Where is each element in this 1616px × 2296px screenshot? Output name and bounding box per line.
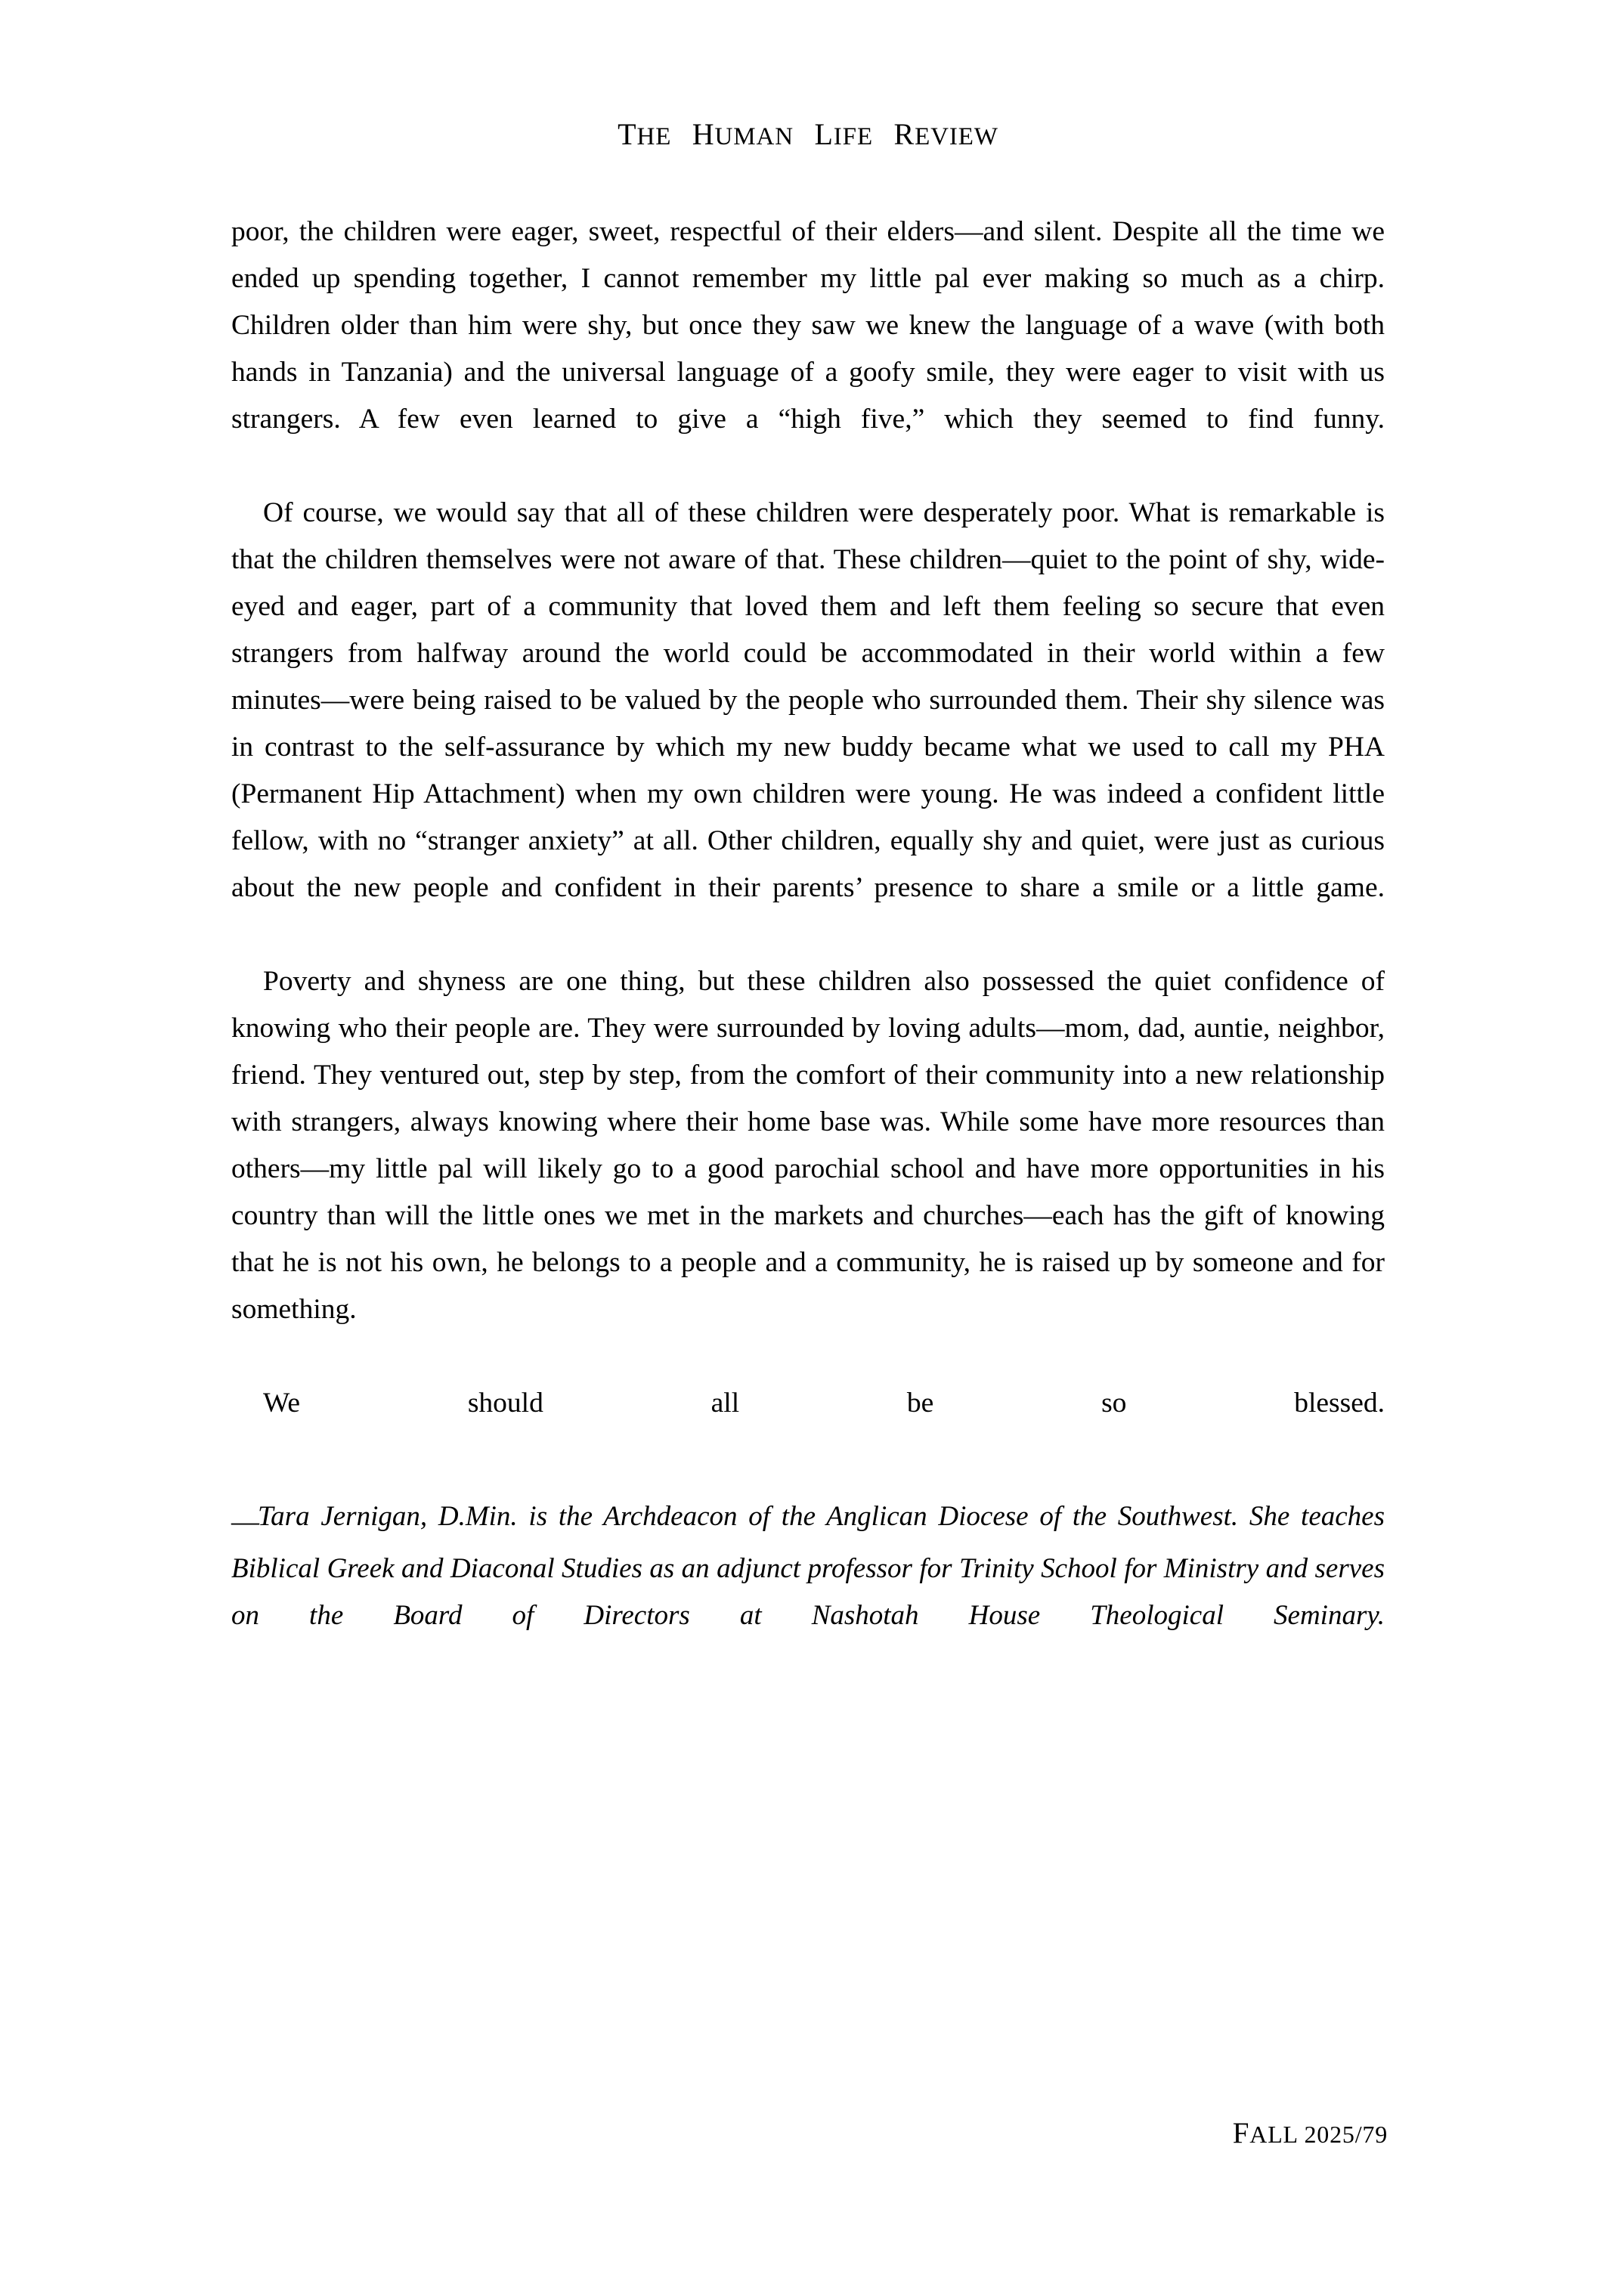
paragraph-poverty: Poverty and shyness are one thing, but these children also possessed the quiet confidence of knowing who their people are. They were surrounded by loving adults—mom, dad, auntie, neighbor, friend. They ventured out, step by step, from the comfort of their community into a new relationship with strangers, always knowing where their home base was. While some have more resources than others—my little pal will likely go to a good parochial school and have more opportunities in his country than will the little ones we met in the markets and churches—each has the gift of knowing that he is not his own, he belongs to a people and a community, he is raised up by someone and for something. (231, 966, 1385, 1325)
folio-issue: 2025/79 (1297, 2121, 1388, 2148)
running-head-review-rest: EVIEW (915, 123, 998, 150)
running-head-word-the (618, 117, 672, 151)
running-head-space-2 (800, 123, 807, 150)
running-head-word-life (814, 117, 873, 151)
paragraph-continued: poor, the children were eager, sweet, respectful of their elders—and silent. Despite all the time we ended up spending together, I cannot remember my little pal ever making so much as a chirp. Children older than him were shy, but once they saw we knew the language of a wave (with both hands in Tanzania) and the universal language of a goofy smile, they were eager to visit with us strangers. A few even learned to give a “high five,” which they seemed to find funny. (231, 216, 1385, 435)
running-head-review-cap: R (893, 117, 915, 151)
running-head-the-rest: HE (636, 123, 672, 150)
running-head-word-review (893, 117, 998, 151)
running-head-human-rest: UMAN (714, 123, 794, 150)
author-bio-note (231, 1493, 1385, 1686)
running-head-space-1 (678, 123, 685, 150)
page-folio (0, 2118, 1388, 2148)
bio-text: Tara Jernigan, D.Min. is the Archdeacon of the Anglican Diocese of the Southwest. She teaches Biblical Greek and Diaconal Studies as an adjunct professor for Trinity School for Ministry and serves on the Board of Directors at Nashotah House Theological Seminary. (231, 1501, 1385, 1631)
running-head (0, 119, 1616, 150)
paragraph-blessed: We should all be so blessed. (263, 1388, 1385, 1419)
running-head-the-cap: T (618, 117, 637, 151)
running-head-word-human (692, 117, 794, 151)
running-head-life-cap: L (814, 117, 834, 151)
folio-season-cap: F (1232, 2117, 1250, 2149)
running-head-space-3 (880, 123, 887, 150)
running-head-human-cap: H (692, 117, 715, 151)
bio-lead-dash: — (231, 1505, 258, 1537)
text-column (231, 209, 1385, 1686)
folio-season-rest: ALL (1249, 2121, 1298, 2148)
paragraph-of-course: Of course, we would say that all of these children were desperately poor. What is remarkable is that the children themselves were not aware of that. These children—quiet to the point of shy, wide-eyed and eager, part of a community that loved them and left them feeling so secure that even strangers from halfway around the world could be accommodated in their world within a few minutes—were being raised to be valued by the people who surrounded them. Their shy silence was in contrast to the self-assurance by which my new buddy became what we used to call my PHA (Permanent Hip Attachment) when my own children were young. He was indeed a confident little fellow, with no “stranger anxiety” at all. Other children, equally shy and quiet, were just as curious about the new people and confident in their parents’ presence to share a smile or a little game. (231, 497, 1385, 903)
running-head-life-rest: IFE (833, 123, 873, 150)
